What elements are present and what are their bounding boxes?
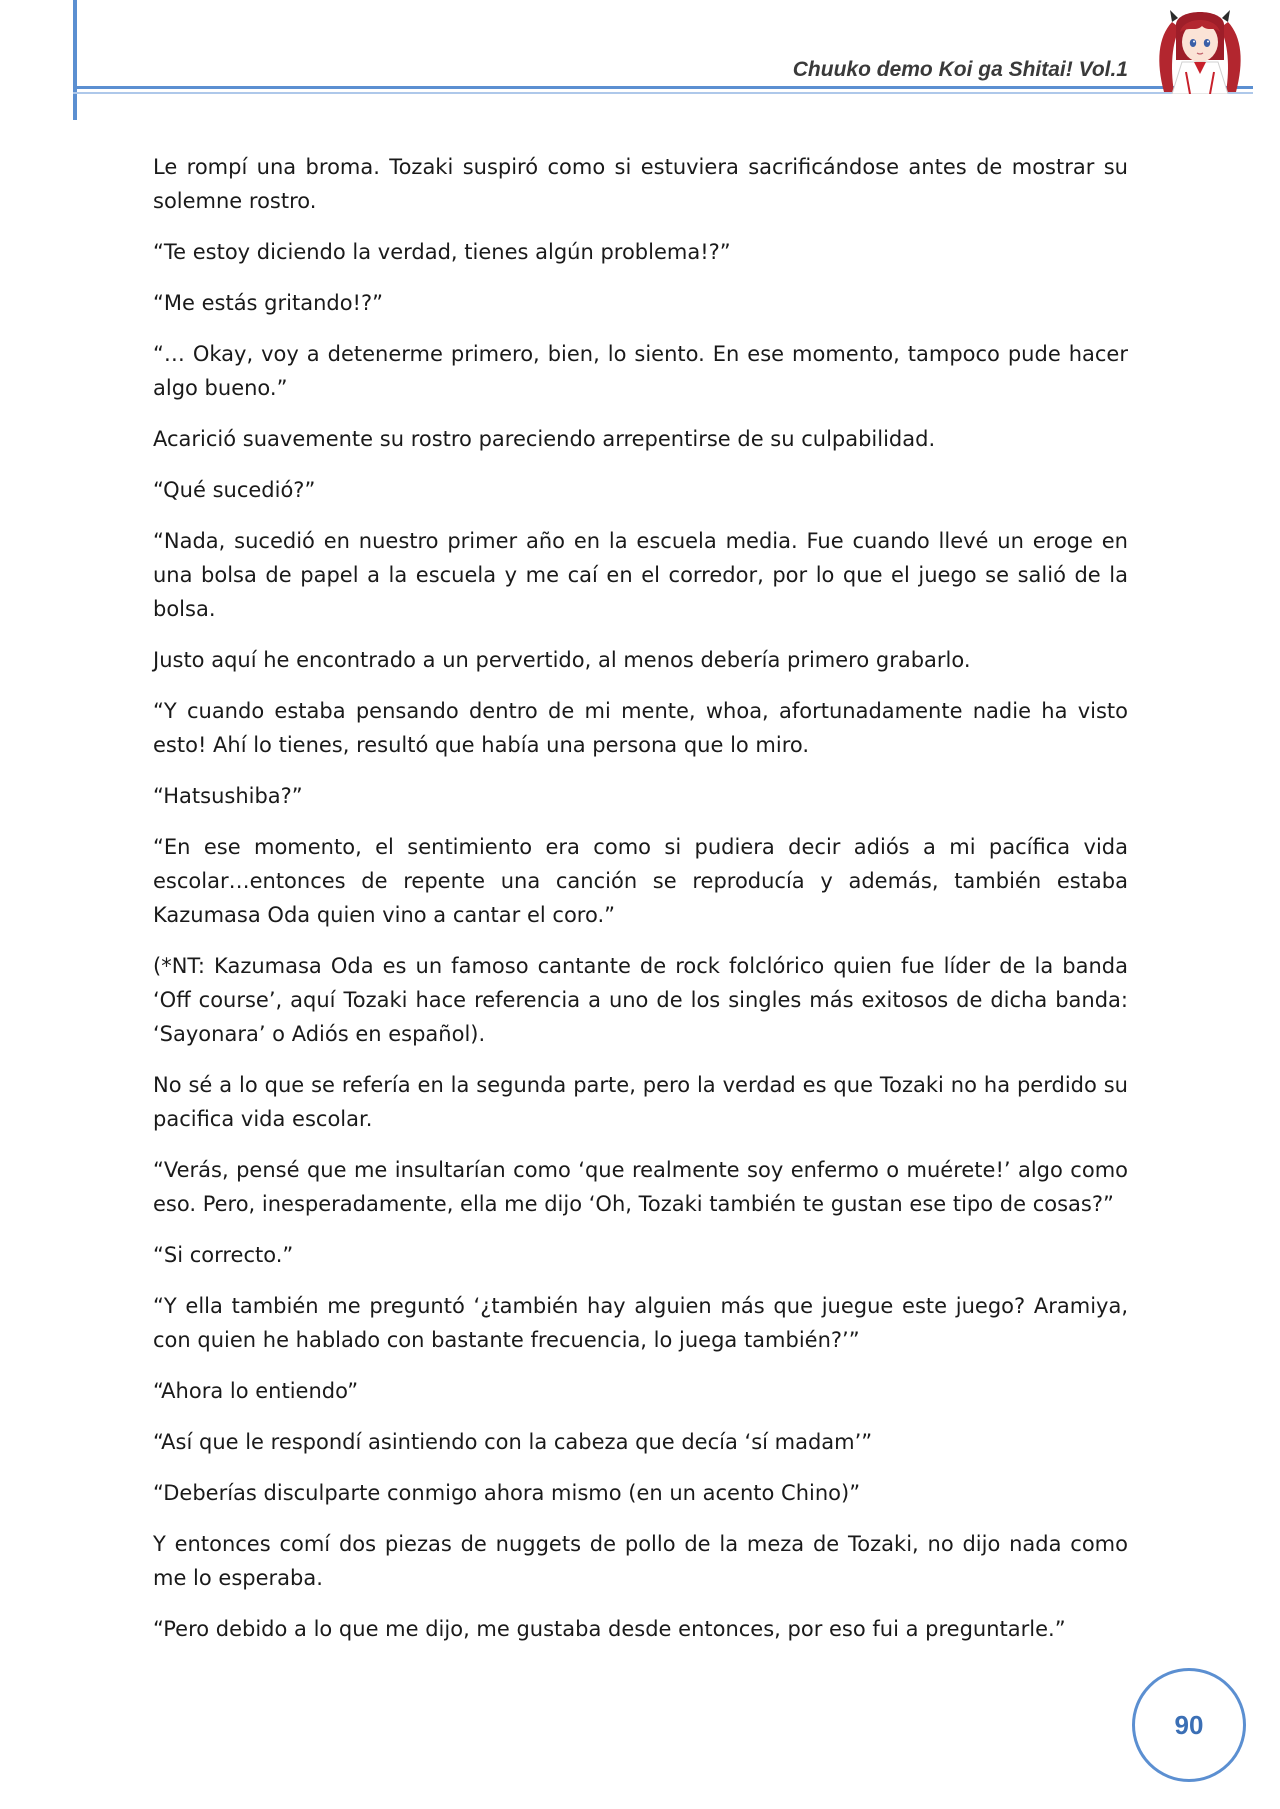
paragraph: “Así que le respondí asintiendo con la cabeza que decía ‘sí madam’” — [153, 1430, 873, 1454]
paragraph: “Si correcto.” — [153, 1243, 294, 1267]
translator-note: (*NT: Kazumasa Oda es un famoso cantante de rock folclórico quien fue líder de la banda ‘Off course’, aquí Tozaki hace referencia a uno de los singles más exitosos de dicha banda: ‘Sayonara’ o Adiós en español). — [153, 954, 1128, 1046]
paragraph: “Y cuando estaba pensando dentro de mi mente, whoa, afortunadamente nadie ha visto esto! Ahí lo tienes, resultó que había una persona que lo miro. — [153, 699, 1128, 757]
paragraph: Le rompí una broma. Tozaki suspiró como si estuviera sacrificándose antes de mostrar su solemne rostro. — [153, 155, 1128, 213]
paragraph: “Hatsushiba?” — [153, 784, 303, 808]
paragraph: Acarició suavemente su rostro pareciendo arrepentirse de su culpabilidad. — [153, 427, 936, 451]
paragraph: “Verás, pensé que me insultarían como ‘que realmente soy enfermo o muérete!’ algo como eso. Pero, inesperadamente, ella me dijo ‘Oh, Tozaki también te gustan ese tipo de cosas?” — [153, 1158, 1128, 1216]
page-number: 90 — [1174, 1709, 1204, 1740]
paragraph: “Te estoy diciendo la verdad, tienes algún problema!?” — [153, 240, 731, 264]
paragraph: “En ese momento, el sentimiento era como si pudiera decir adiós a mi pacífica vida escolar…entonces de repente una canción se reproducía y además, también estaba Kazumasa Oda quien vino a cantar el coro.” — [153, 835, 1128, 927]
paragraph: “… Okay, voy a detenerme primero, bien, lo siento. En ese momento, tampoco pude hacer algo bueno.” — [153, 342, 1128, 400]
paragraph: “Y ella también me preguntó ‘¿también hay alguien más que juegue este juego? Aramiya, con quien he hablado con bastante frecuencia, lo juega también?’” — [153, 1294, 1128, 1352]
paragraph: “Pero debido a lo que me dijo, me gustaba desde entonces, por eso fui a preguntarle.” — [153, 1617, 1066, 1641]
paragraph: “Deberías disculparte conmigo ahora mismo (en un acento Chino)” — [153, 1481, 861, 1505]
paragraph: Y entonces comí dos piezas de nuggets de pollo de la meza de Tozaki, no dijo nada como me lo esperaba. — [153, 1532, 1128, 1590]
paragraph: “Me estás gritando!?” — [153, 291, 384, 315]
paragraph: “Ahora lo entiendo” — [153, 1379, 359, 1403]
header-divider — [73, 86, 1253, 89]
anime-character-icon — [1150, 2, 1250, 94]
paragraph: “Nada, sucedió en nuestro primer año en la escuela media. Fue cuando llevé un eroge en una bolsa de papel a la escuela y me caí en el corredor, por lo que el juego se salió de la bolsa. — [153, 529, 1128, 621]
page-body — [153, 150, 1128, 1663]
book-title: Chuuko demo Koi ga Shitai! Vol.1 — [792, 58, 1128, 81]
paragraph: No sé a lo que se refería en la segunda parte, pero la verdad es que Tozaki no ha perdido su pacifica vida escolar. — [153, 1073, 1128, 1131]
header-divider-secondary — [73, 92, 1253, 94]
paragraph: Justo aquí he encontrado a un pervertido, al menos debería primero grabarlo. — [153, 648, 971, 672]
left-margin-rule — [73, 0, 77, 120]
paragraph: “Qué sucedió?” — [153, 478, 316, 502]
page-number-badge — [1132, 1668, 1246, 1782]
